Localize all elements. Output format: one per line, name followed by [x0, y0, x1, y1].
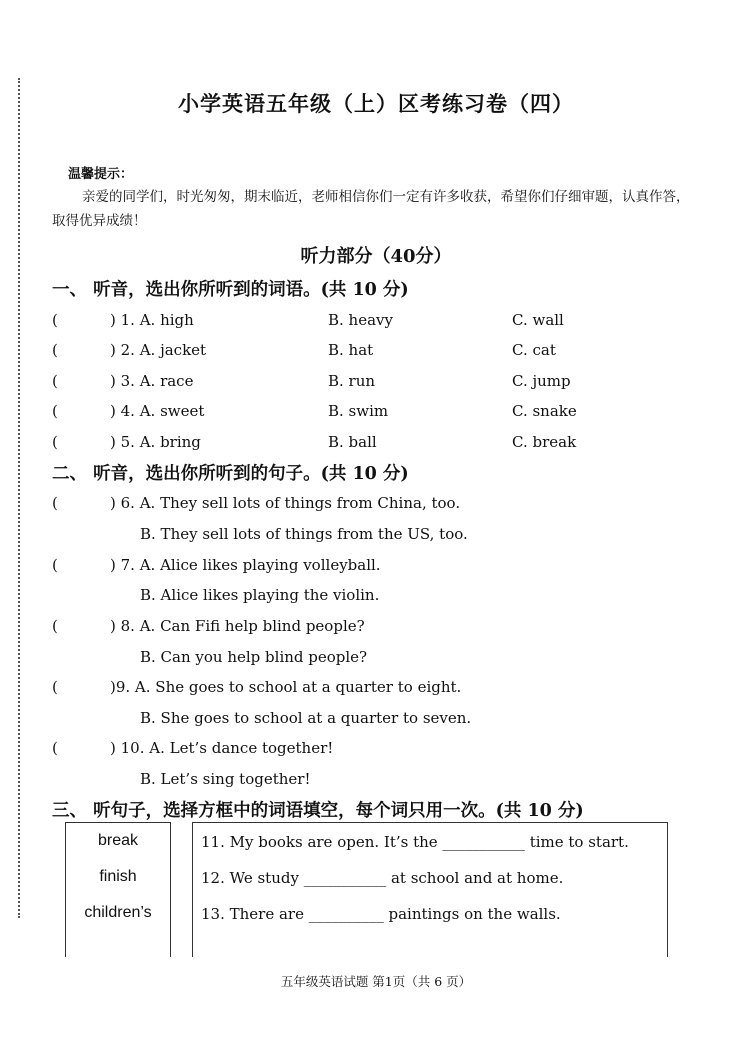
section2-heading: 二、 听音，选出你所听到的句子。(共 10 分): [52, 464, 409, 484]
option-c: C. wall: [512, 311, 564, 329]
option-a: ) 4. A. sweet: [110, 402, 205, 420]
option-b: B. hat: [328, 341, 374, 359]
option-a: ) 3. A. race: [110, 372, 194, 390]
word-box-word: break: [97, 832, 139, 849]
page-title: 小学英语五年级（上）区考练习卷（四）: [178, 92, 574, 116]
answer-paren: (: [52, 678, 58, 696]
section1-heading: 一、 听音，选出你所听到的词语。(共 10 分): [52, 280, 409, 300]
option-a: ) 7. A. Alice likes playing volleyball.: [110, 556, 381, 574]
fill-blank-sentence: 12. We study ___________ at school and at home.: [201, 869, 564, 887]
option-a: )9. A. She goes to school at a quarter to eight.: [110, 678, 462, 696]
page-footer: 五年级英语试题 第1页（共 6 页）: [280, 974, 472, 989]
answer-paren: (: [52, 556, 58, 574]
option-b: B. Alice likes playing the violin.: [140, 586, 380, 604]
option-a: ) 6. A. They sell lots of things from China, too.: [110, 494, 461, 512]
word-box: [65, 822, 171, 957]
option-b: B. swim: [328, 402, 389, 420]
option-c: C. cat: [512, 341, 556, 359]
option-a: ) 2. A. jacket: [110, 341, 207, 359]
fill-blank-sentence: 13. There are __________ paintings on the walls.: [201, 905, 561, 923]
option-c: C. break: [512, 433, 577, 451]
option-b: B. heavy: [328, 311, 393, 329]
option-a: ) 10. A. Let’s dance together!: [110, 739, 334, 757]
tip-label: 温馨提示：: [68, 167, 134, 182]
option-a: ) 5. A. bring: [110, 433, 201, 451]
option-b: B. Let’s sing together!: [140, 770, 311, 788]
answer-paren: (: [52, 494, 58, 512]
option-b: B. They sell lots of things from the US, too.: [140, 525, 468, 543]
answer-paren: (: [52, 341, 58, 359]
option-c: C. snake: [512, 402, 577, 420]
option-c: C. jump: [512, 372, 571, 390]
option-a: ) 1. A. high: [110, 311, 194, 329]
word-box-word: children’s: [84, 904, 152, 921]
answer-paren: (: [52, 617, 58, 635]
fill-blank-sentence: 11. My books are open. It’s the ___________ time to start.: [201, 833, 629, 851]
answer-paren: (: [52, 739, 58, 757]
answer-paren: (: [52, 311, 58, 329]
option-b: B. Can you help blind people?: [140, 648, 368, 666]
listening-header: 听力部分（40分）: [300, 246, 452, 267]
option-a: ) 8. A. Can Fifi help blind people?: [110, 617, 365, 635]
binding-dotted-line: [18, 78, 20, 918]
answer-paren: (: [52, 402, 58, 420]
answer-paren: (: [52, 433, 58, 451]
option-b: B. She goes to school at a quarter to seven.: [140, 709, 472, 727]
section3-heading: 三、 听句子，选择方框中的词语填空，每个词只用一次。(共 10 分): [52, 801, 584, 821]
answer-paren: (: [52, 372, 58, 390]
option-b: B. ball: [328, 433, 377, 451]
option-b: B. run: [328, 372, 376, 390]
sentence-box: [192, 822, 668, 957]
tip-text: 亲爱的同学们，时光匆匆，期末临近，老师相信你们一定有许多收获，希望你们仔细审题，认真作答，取得优异成绩！: [52, 189, 690, 229]
word-box-word: finish: [99, 868, 137, 885]
